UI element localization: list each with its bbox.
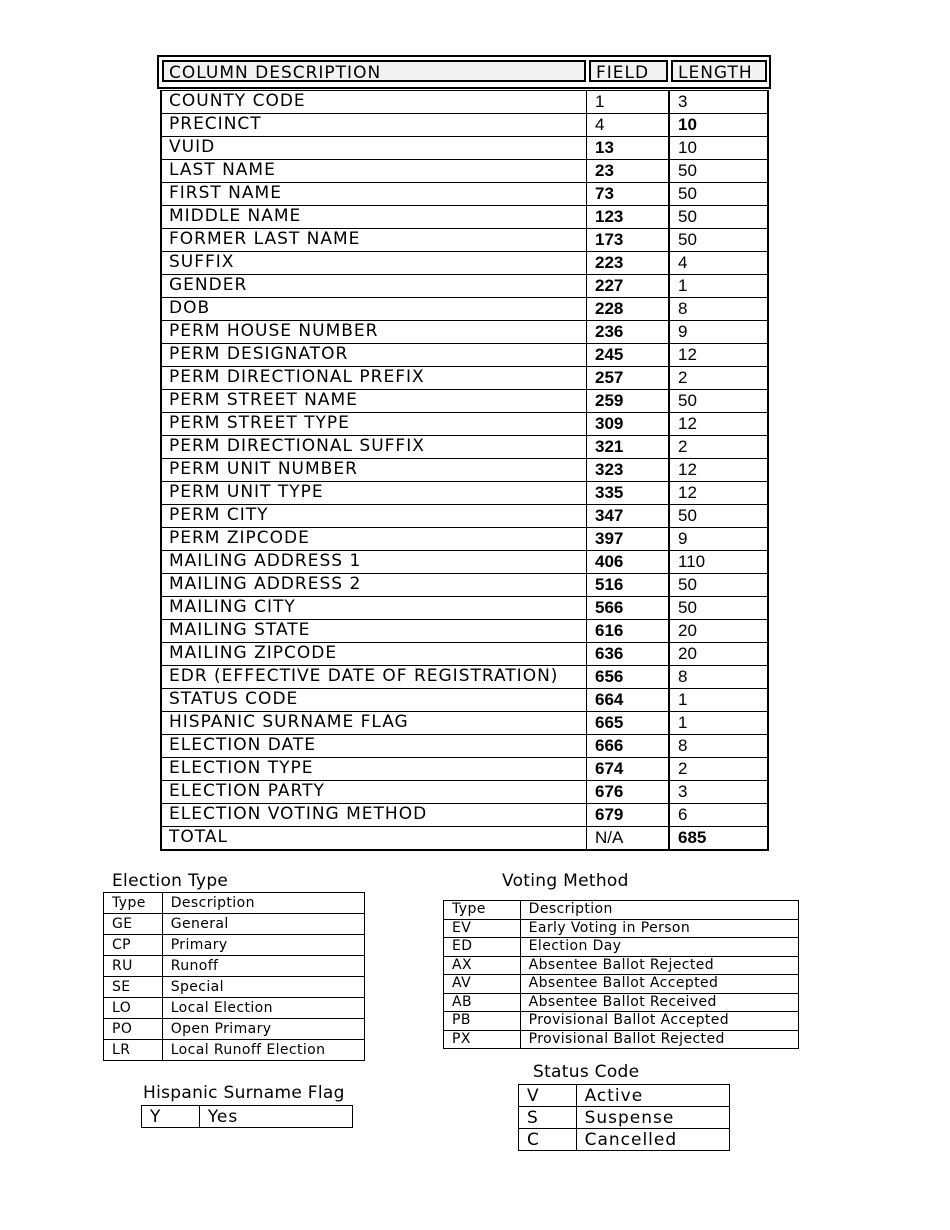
description-cell: Provisional Ballot Rejected: [520, 1030, 798, 1049]
code-cell: CP: [104, 935, 163, 956]
table-row: [162, 596, 767, 619]
description-cell: Absentee Ballot Rejected: [520, 956, 798, 975]
table-row: [444, 938, 799, 957]
column-description-cell: ELECTION DATE: [162, 735, 587, 757]
table-row: [162, 642, 767, 665]
field-length-cell: 10: [678, 138, 697, 157]
table-row: [104, 914, 365, 935]
field-length-cell: 50: [678, 161, 697, 180]
table-row: [104, 977, 365, 998]
field-length-cell: 4: [678, 253, 688, 272]
table-row: [162, 458, 767, 481]
table-row: [162, 688, 767, 711]
field-length-cell: 110: [678, 552, 706, 571]
field-start-cell: 13: [587, 137, 670, 159]
field-start-cell: 245: [587, 344, 670, 366]
code-cell: S: [519, 1107, 577, 1129]
field-start-cell: 259: [587, 390, 670, 412]
table-row: [104, 1019, 365, 1040]
hispanic-surname-flag-table: [141, 1105, 353, 1128]
description-header: Description: [520, 901, 798, 920]
field-length-cell: 2: [678, 437, 688, 456]
column-description-cell: PERM UNIT NUMBER: [162, 459, 587, 481]
field-length-cell: 50: [678, 230, 697, 249]
column-description-cell: MIDDLE NAME: [162, 206, 587, 228]
table-row: [162, 228, 767, 251]
field-start-cell: N/A: [587, 827, 670, 849]
column-description-cell: MAILING ADDRESS 1: [162, 551, 587, 573]
code-cell: LO: [104, 998, 163, 1019]
column-description-cell: LAST NAME: [162, 160, 587, 182]
column-description-cell: SUFFIX: [162, 252, 587, 274]
column-description-cell: COUNTY CODE: [162, 91, 587, 113]
column-description-cell: MAILING ADDRESS 2: [162, 574, 587, 596]
column-description-cell: FORMER LAST NAME: [162, 229, 587, 251]
hispanic-surname-flag-title: Hispanic Surname Flag: [143, 1083, 345, 1103]
code-cell: PX: [444, 1030, 521, 1049]
table-row: [162, 366, 767, 389]
code-cell: V: [519, 1085, 577, 1107]
column-description-cell: EDR (EFFECTIVE DATE OF REGISTRATION): [162, 666, 587, 688]
column-description-cell: GENDER: [162, 275, 587, 297]
code-cell: PO: [104, 1019, 163, 1040]
column-description-cell: HISPANIC SURNAME FLAG: [162, 712, 587, 734]
field-start-cell: 397: [587, 528, 670, 550]
description-cell: Suspense: [576, 1107, 729, 1129]
table-row: [162, 159, 767, 182]
file-layout-rows: [160, 90, 769, 851]
column-description-cell: PERM DIRECTIONAL PREFIX: [162, 367, 587, 389]
field-length-cell: 2: [678, 759, 688, 778]
field-start-cell: 227: [587, 275, 670, 297]
column-description-cell: DOB: [162, 298, 587, 320]
field-length-cell: 2: [678, 368, 688, 387]
table-row: [104, 935, 365, 956]
field-length-cell: 8: [678, 299, 688, 318]
column-description-cell: STATUS CODE: [162, 689, 587, 711]
description-header: Description: [162, 893, 364, 914]
field-start-cell: 335: [587, 482, 670, 504]
table-row: [162, 412, 767, 435]
field-start-cell: 665: [587, 712, 670, 734]
column-description-cell: ELECTION VOTING METHOD: [162, 804, 587, 826]
column-description-cell: TOTAL: [162, 827, 587, 849]
description-cell: Local Election: [162, 998, 364, 1019]
field-length-cell: 50: [678, 184, 697, 203]
field-start-cell: 228: [587, 298, 670, 320]
code-cell: PB: [444, 1012, 521, 1031]
table-row: [162, 481, 767, 504]
column-description-cell: ELECTION PARTY: [162, 781, 587, 803]
table-row: [162, 665, 767, 688]
field-start-cell: 656: [587, 666, 670, 688]
column-description-cell: PERM ZIPCODE: [162, 528, 587, 550]
column-description-cell: MAILING STATE: [162, 620, 587, 642]
field-length-cell: 9: [678, 322, 688, 341]
field-length-cell: 12: [678, 345, 697, 364]
field-length-cell: 12: [678, 414, 697, 433]
table-row: [519, 1085, 730, 1107]
description-cell: Election Day: [520, 938, 798, 957]
field-start-cell: 676: [587, 781, 670, 803]
field-start-cell: 616: [587, 620, 670, 642]
description-cell: Active: [576, 1085, 729, 1107]
table-row: [162, 320, 767, 343]
column-description-cell: PERM STREET NAME: [162, 390, 587, 412]
table-row: [444, 919, 799, 938]
table-row: [162, 573, 767, 596]
table-row: [162, 136, 767, 159]
table-row: [162, 803, 767, 826]
table-row: [162, 389, 767, 412]
field-length-cell: 50: [678, 575, 697, 594]
field-start-cell: 4: [587, 114, 670, 136]
field-length-cell: 50: [678, 506, 697, 525]
field-length-cell: 10: [678, 115, 697, 134]
table-row: [162, 274, 767, 297]
table-row: [162, 205, 767, 228]
field-start-cell: 636: [587, 643, 670, 665]
code-cell: RU: [104, 956, 163, 977]
field-start-cell: 347: [587, 505, 670, 527]
column-description-cell: FIRST NAME: [162, 183, 587, 205]
field-start-cell: 173: [587, 229, 670, 251]
election-type-title: Election Type: [112, 871, 229, 891]
table-header-row: [104, 893, 365, 914]
code-cell: Y: [142, 1106, 200, 1128]
description-cell: Absentee Ballot Received: [520, 993, 798, 1012]
field-length-cell: 8: [678, 667, 688, 686]
description-cell: Cancelled: [576, 1129, 729, 1151]
column-description-cell: PERM UNIT TYPE: [162, 482, 587, 504]
code-cell: ED: [444, 938, 521, 957]
table-row: [162, 113, 767, 136]
type-header: Type: [444, 901, 521, 920]
column-description-cell: PERM HOUSE NUMBER: [162, 321, 587, 343]
table-row: [162, 619, 767, 642]
column-description-cell: PERM DIRECTIONAL SUFFIX: [162, 436, 587, 458]
description-cell: Primary: [162, 935, 364, 956]
code-cell: GE: [104, 914, 163, 935]
status-code-table: [518, 1084, 730, 1151]
description-cell: Special: [162, 977, 364, 998]
status-code-title: Status Code: [533, 1062, 640, 1082]
description-cell: Provisional Ballot Accepted: [520, 1012, 798, 1031]
description-cell: Absentee Ballot Accepted: [520, 975, 798, 994]
field-length-cell: 1: [678, 690, 688, 709]
column-description-cell: PERM CITY: [162, 505, 587, 527]
field-length-cell: 1: [678, 713, 688, 732]
code-cell: AV: [444, 975, 521, 994]
table-row: [162, 251, 767, 274]
field-start-cell: 323: [587, 459, 670, 481]
field-start-cell: 1: [587, 91, 670, 113]
field-length-cell: 685: [678, 828, 707, 847]
field-start-cell: 123: [587, 206, 670, 228]
table-row: [162, 435, 767, 458]
table-row: [162, 780, 767, 803]
column-description-cell: VUID: [162, 137, 587, 159]
voting-method-title: Voting Method: [502, 871, 629, 891]
field-start-cell: 257: [587, 367, 670, 389]
code-cell: AB: [444, 993, 521, 1012]
field-length-cell: 20: [678, 621, 697, 640]
table-row: [162, 504, 767, 527]
table-row: [444, 975, 799, 994]
table-row: [444, 1030, 799, 1049]
field-start-cell: 406: [587, 551, 670, 573]
column-description-cell: ELECTION TYPE: [162, 758, 587, 780]
field-start-cell: 73: [587, 183, 670, 205]
field-start-cell: 516: [587, 574, 670, 596]
voting-method-table: [443, 900, 799, 1049]
file-layout-header: [157, 55, 771, 89]
field-length-cell: 12: [678, 460, 697, 479]
field-start-cell: 309: [587, 413, 670, 435]
field-start-cell: 236: [587, 321, 670, 343]
description-cell: Runoff: [162, 956, 364, 977]
field-length-cell: 50: [678, 207, 697, 226]
column-description-cell: MAILING ZIPCODE: [162, 643, 587, 665]
field-length-cell: 9: [678, 529, 688, 548]
table-row: [519, 1107, 730, 1129]
description-cell: General: [162, 914, 364, 935]
type-header: Type: [104, 893, 163, 914]
field-start-cell: 223: [587, 252, 670, 274]
table-row: [162, 734, 767, 757]
column-description-cell: MAILING CITY: [162, 597, 587, 619]
table-row: [104, 998, 365, 1019]
table-row: [162, 711, 767, 734]
column-description-header: COLUMN DESCRIPTION: [162, 60, 586, 82]
field-start-cell: 321: [587, 436, 670, 458]
table-row: [444, 956, 799, 975]
field-length-cell: 50: [678, 598, 697, 617]
table-row: [162, 826, 767, 849]
field-length-cell: 12: [678, 483, 697, 502]
length-header: LENGTH: [671, 60, 767, 82]
column-description-cell: PRECINCT: [162, 114, 587, 136]
table-row: [162, 550, 767, 573]
table-row: [162, 90, 767, 113]
table-row: [162, 182, 767, 205]
table-row: [444, 1012, 799, 1031]
election-type-table: [103, 892, 365, 1061]
field-start-cell: 566: [587, 597, 670, 619]
field-length-cell: 8: [678, 736, 688, 755]
description-cell: Local Runoff Election: [162, 1040, 364, 1061]
field-length-cell: 50: [678, 391, 697, 410]
field-start-cell: 666: [587, 735, 670, 757]
code-cell: EV: [444, 919, 521, 938]
field-length-cell: 3: [678, 92, 688, 111]
description-cell: Early Voting in Person: [520, 919, 798, 938]
table-row: [444, 993, 799, 1012]
field-length-cell: 3: [678, 782, 688, 801]
column-description-cell: PERM STREET TYPE: [162, 413, 587, 435]
code-cell: C: [519, 1129, 577, 1151]
table-row: [162, 527, 767, 550]
description-cell: Yes: [199, 1106, 352, 1128]
field-start-cell: 664: [587, 689, 670, 711]
code-cell: LR: [104, 1040, 163, 1061]
field-start-cell: 679: [587, 804, 670, 826]
table-row: [142, 1106, 353, 1128]
table-header-row: [444, 901, 799, 920]
field-length-cell: 6: [678, 805, 688, 824]
table-row: [162, 297, 767, 320]
field-length-cell: 20: [678, 644, 697, 663]
code-cell: AX: [444, 956, 521, 975]
table-row: [162, 343, 767, 366]
table-row: [104, 956, 365, 977]
field-start-cell: 23: [587, 160, 670, 182]
field-length-cell: 1: [678, 276, 688, 295]
code-cell: SE: [104, 977, 163, 998]
table-row: [162, 757, 767, 780]
column-description-cell: PERM DESIGNATOR: [162, 344, 587, 366]
description-cell: Open Primary: [162, 1019, 364, 1040]
field-header: FIELD: [589, 60, 668, 82]
table-row: [519, 1129, 730, 1151]
table-row: [104, 1040, 365, 1061]
field-start-cell: 674: [587, 758, 670, 780]
